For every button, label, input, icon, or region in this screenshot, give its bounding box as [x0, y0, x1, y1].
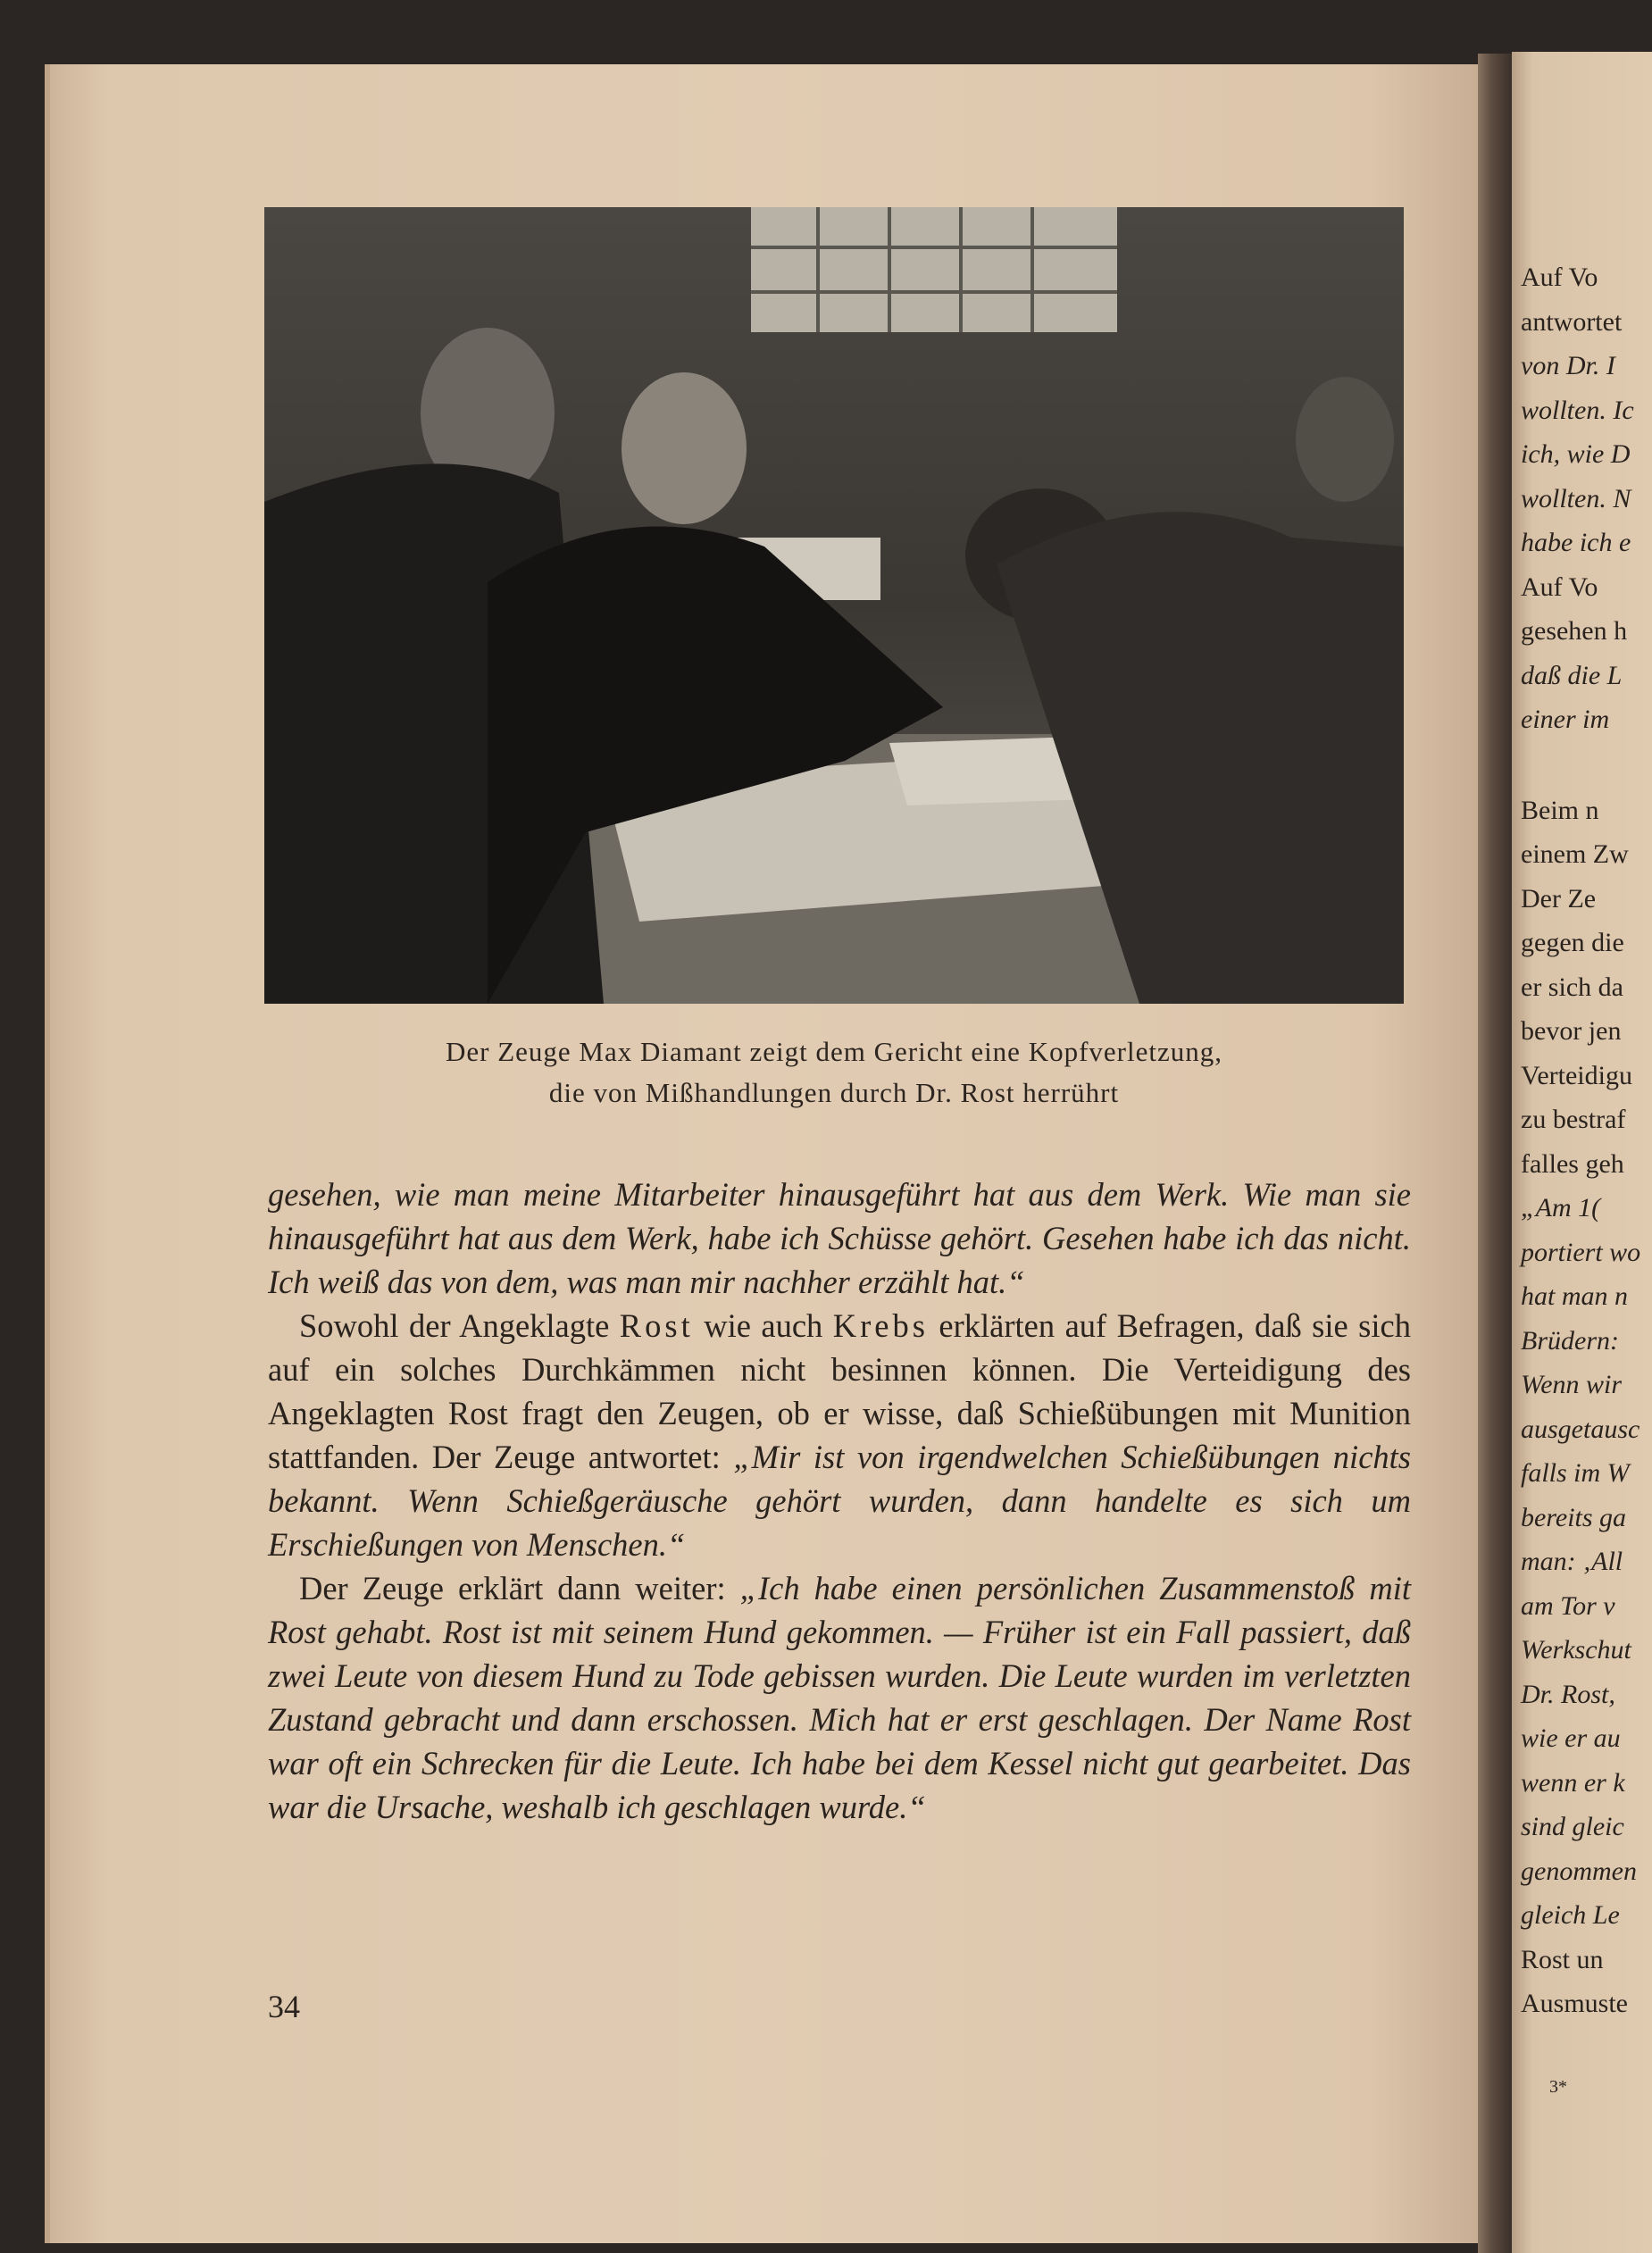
- right-line: wollten. N: [1521, 483, 1631, 513]
- name-krebs: Krebs: [832, 1307, 929, 1344]
- right-line: Auf Vo: [1521, 263, 1598, 292]
- paragraph-3-text-a: Der Zeuge erklärt dann weiter:: [299, 1570, 740, 1606]
- paragraph-3: [268, 1566, 1411, 1829]
- photograph: [264, 207, 1404, 1004]
- right-line: wie er au: [1521, 1723, 1621, 1753]
- right-page: [1512, 52, 1652, 2253]
- right-line: Verteidigu: [1521, 1060, 1632, 1090]
- page-number: 34: [268, 1989, 300, 2024]
- right-line: hat man n: [1521, 1281, 1628, 1311]
- right-line: bereits ga: [1521, 1502, 1627, 1532]
- right-line: Dr. Rost,: [1521, 1679, 1615, 1709]
- caption-line-2: die von Mißhandlungen durch Dr. Rost herrührt: [548, 1077, 1120, 1108]
- right-line: am Tor v: [1521, 1590, 1615, 1621]
- caption-line-1: Der Zeuge Max Diamant zeigt dem Gericht eine Kopfverletzung,: [446, 1036, 1222, 1067]
- right-line: Brüdern:: [1521, 1325, 1619, 1356]
- paragraph-2-text-c: erklärten auf Befragen, daß sie sich auf ein solches Durchkämmen nicht besinnen können. Die Verteidigung des Angeklagten Rost fragt den Zeugen, ob er wisse, daß Schießübungen mit Munition stattfanden. Der Zeuge antwortet:: [268, 1307, 1411, 1475]
- right-line: genommen: [1521, 1856, 1637, 1886]
- right-line: Rost un: [1521, 1944, 1604, 1974]
- right-line: einem Zw: [1521, 839, 1629, 869]
- paragraph-1: gesehen, wie man meine Mitarbeiter hinausgeführt hat aus dem Werk. Wie man sie hinausgeführt hat aus dem Werk, habe ich Schüsse gehört. Gesehen habe ich das nicht. Ich weiß das von dem, was man mir nachher erzählt hat.“: [268, 1176, 1411, 1300]
- right-line: antwortet: [1521, 306, 1623, 337]
- right-page-text: [1521, 255, 1652, 2026]
- right-line: ausgetausc: [1521, 1414, 1640, 1444]
- name-rost: Rost: [619, 1307, 694, 1344]
- right-line: falles geh: [1521, 1148, 1624, 1179]
- paragraph-3-quote: „Ich habe einen persönlichen Zusammenstoß mit Rost gehabt. Rost ist mit seinem Hund gekommen. — Früher ist ein Fall passiert, daß zwei Leute von diesem Hund zu Tode gebissen wurden. Die Leute wurden im verletzten Zustand gebracht und dann erschossen. Mich hat er erst geschlagen. Der Name Rost war oft ein Schrecken für die Leute. Ich habe bei dem Kessel nicht gut gearbeitet. Das war die Ursache, weshalb ich geschlagen wurde.“: [268, 1570, 1411, 1825]
- paragraph-2-text-a: Sowohl der Angeklagte: [299, 1307, 620, 1344]
- right-line: zu bestraf: [1521, 1105, 1626, 1134]
- body-text: [268, 1172, 1411, 1829]
- right-line: portiert wo: [1521, 1237, 1641, 1267]
- right-page-mark: 3*: [1549, 2077, 1567, 2097]
- right-line: Beim n: [1521, 795, 1599, 825]
- right-gap: [1521, 742, 1652, 789]
- right-line: bevor jen: [1521, 1016, 1622, 1046]
- paragraph-2: [268, 1304, 1411, 1566]
- paragraph-2-text-b: wie auch: [693, 1307, 833, 1344]
- right-line: „Am 1(: [1521, 1193, 1601, 1222]
- right-line: sind gleic: [1521, 1812, 1624, 1841]
- right-line: von Dr. I: [1521, 351, 1615, 380]
- right-line: wenn er k: [1521, 1767, 1625, 1798]
- photo-caption: [264, 1031, 1404, 1114]
- right-line: daß die L: [1521, 660, 1623, 690]
- book-gutter: [1478, 54, 1512, 2253]
- right-line: Auf Vo: [1521, 572, 1598, 602]
- photograph-icon: [264, 207, 1404, 1004]
- right-line: gesehen h: [1521, 616, 1628, 646]
- paragraph-2-quote: „Mir ist von irgendwelchen Schießübungen nichts bekannt. Wenn Schießgeräusche gehört wurden, dann handelte es sich um Erschießungen von Menschen.“: [268, 1439, 1411, 1563]
- right-line: gegen die: [1521, 928, 1624, 957]
- right-line: er sich da: [1521, 972, 1623, 1002]
- right-line: gleich Le: [1521, 1900, 1620, 1930]
- right-line: falls im W: [1521, 1458, 1630, 1488]
- right-line: Ausmuste: [1521, 1989, 1628, 2018]
- right-line: habe ich e: [1521, 528, 1631, 557]
- right-line: Wenn wir: [1521, 1370, 1623, 1399]
- right-line: Werkschut: [1521, 1635, 1631, 1665]
- right-line: ich, wie D: [1521, 439, 1631, 469]
- right-line: einer im: [1521, 705, 1610, 734]
- right-line: man: ‚All: [1521, 1547, 1623, 1576]
- right-line: Der Ze: [1521, 883, 1597, 914]
- right-line: wollten. Ic: [1521, 395, 1634, 425]
